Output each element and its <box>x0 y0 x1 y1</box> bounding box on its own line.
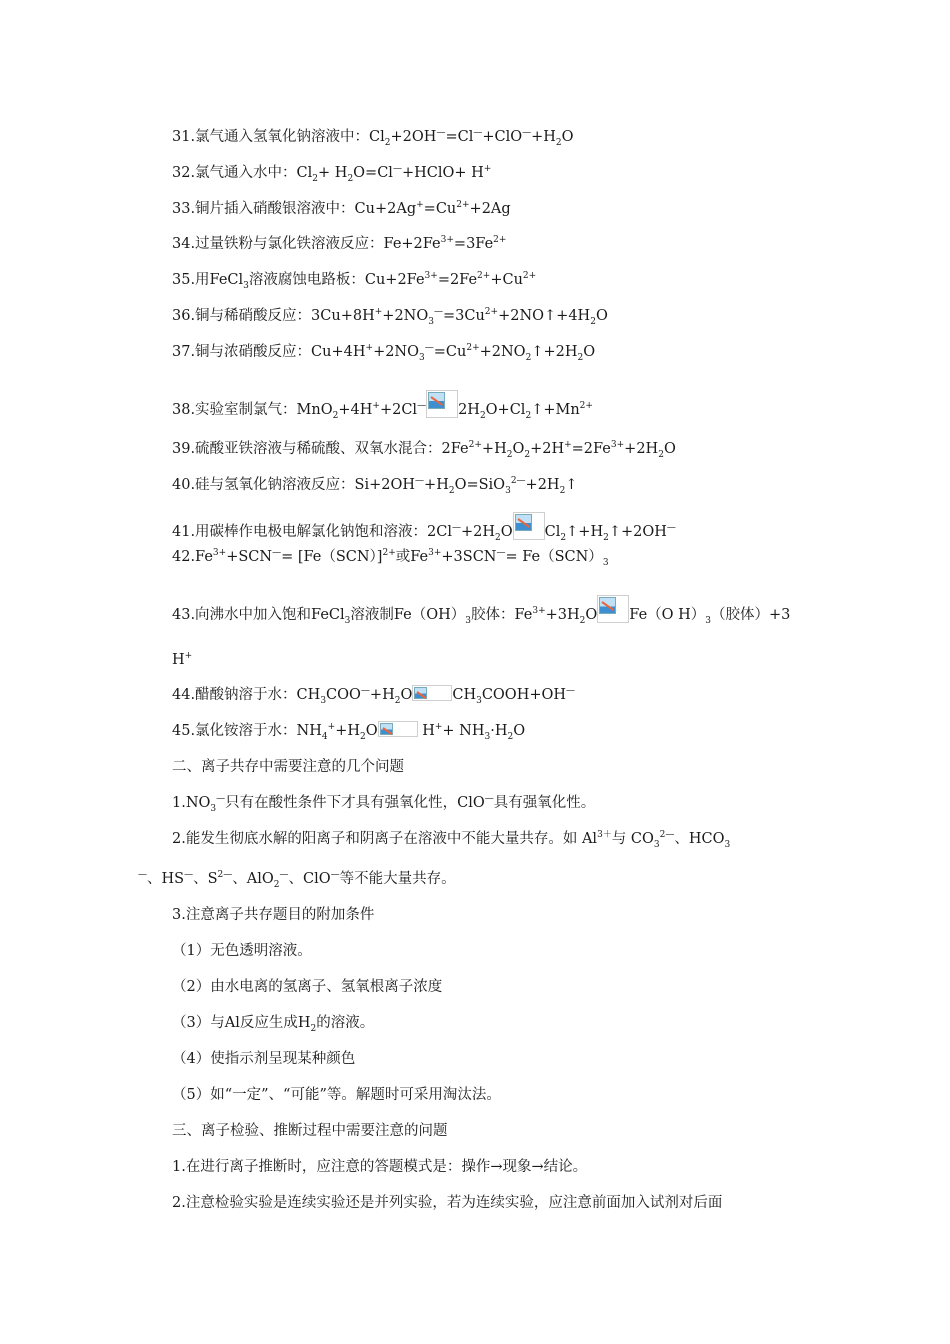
reversible-arrow-image <box>378 721 418 737</box>
condition-item-3: （3）与Al反应生成$H_2$的溶液。 <box>172 1015 375 1034</box>
condition-item-2: （2）由水电离的氢离子、氢氧根离子浓度 <box>172 979 443 995</box>
section-heading-ion-coexistence: 二、离子共存中需要注意的几个问题 <box>172 759 404 775</box>
equation-45: 45.氯化铵溶于水：$NH_4^++H_2O$ $H^++ NH_3\cdot H_2O$ <box>172 722 526 742</box>
equation-38: 38.实验室制氯气：MnO$_2$+4H++2Cl— $2H_2O+Cl_2↑+Mn^{2+}$ <box>172 390 593 420</box>
equation-37: 37.铜与浓硝酸反应：$Cu+4H^++2NO_3^—=Cu^{2+}+2NO_2↑+2H_2O$ <box>172 343 596 363</box>
equation-34: 34.过量铁粉与氯化铁溶液反应：$Fe+2Fe^{3+}=3Fe^{2+}$ <box>172 235 507 252</box>
equation-40: 40.硅与氢氧化钠溶液反应：$Si+2OH^—+H_2O=SiO_3^{2—}+2H_2↑$ <box>172 476 578 496</box>
reversible-arrow-image <box>412 685 452 701</box>
paragraph-2-3: 3.注意离子共存题目的附加条件 <box>172 907 375 923</box>
broken-image-icon <box>428 392 445 409</box>
equation-42: $42.Fe^{3+}+SCN^—= [Fe(SCN)]^{2+}$或$Fe^{3+}+3SCN^—= Fe(SCN)_3$ <box>172 548 609 568</box>
equation-33: 33.铜片插入硝酸银溶液中：$Cu+2Ag^+=Cu^{2+}+2Ag$ <box>172 200 511 217</box>
paragraph-2-1: $1.NO_3^—$只有在酸性条件下才具有强氧化性，ClO—具有强氧化性。 <box>172 794 596 814</box>
condition-item-4: （4）使指示剂呈现某种颜色 <box>172 1051 356 1067</box>
broken-image-icon <box>380 723 393 735</box>
electrolysis-condition-image <box>513 512 545 540</box>
paragraph-2-2: 2.能发生彻底水解的阳离子和阴离子在溶液中不能大量共存。如 $Al^{3+}$与 $CO_3^{2—}$、$HCO_3$ <box>172 830 731 850</box>
paragraph-3-1: 1.在进行离子推断时，应注意的答题模式是：操作→现象→结论。 <box>172 1159 588 1175</box>
equation-43: 43.向沸水中加入饱和FeCl$_3$溶液制$Fe(OH)_3$胶体：$Fe^{3+}+3H_2O$ Fe（O $H)_3$（胶体）+3 <box>172 595 790 625</box>
condition-item-1: （1）无色透明溶液。 <box>172 943 312 959</box>
equation-41: 41.用碳棒作电极电解氯化钠饱和溶液：$2Cl^—+2H_2O$ $Cl_2↑+H_2↑+2OH^—$ <box>172 512 676 542</box>
reaction-condition-image <box>426 390 458 418</box>
broken-image-icon <box>515 514 532 531</box>
broken-image-icon <box>599 597 616 614</box>
equation-32: 32.氯气通入水中：$Cl_2+$ $H_2O=Cl^—+HClO+ H^+$ <box>172 164 492 184</box>
equation-39: 39.硫酸亚铁溶液与稀硫酸、双氧水混合：$2Fe^{2+}+H_2O_2+2H^+=2Fe^{3+}+2H_2O$ <box>172 440 676 460</box>
equation-35: 35.用FeCl$_3$溶液腐蚀电路板：$Cu+2Fe^{3+}=2Fe^{2+}+Cu^{2+}$ <box>172 271 537 291</box>
equation-36: 36.铜与稀硝酸反应：$3Cu+8H^++2NO_3^—=3Cu^{2+}+2NO↑+4H_2O$ <box>172 307 608 327</box>
broken-image-icon <box>414 687 427 699</box>
equation-44: 44.醋酸钠溶于水：$CH_3COO^—+H_2O$ $CH_3COOH+OH^—$ <box>172 686 576 706</box>
paragraph-3-2: 2.注意检验实验是连续实验还是并列实验，若为连续实验，应注意前面加入试剂对后面 <box>172 1195 723 1211</box>
paragraph-2-2-continued: —、HS—、$S^{2—}$、AlO$_2$—、ClO—等不能大量共存。 <box>138 870 456 890</box>
equation-31: 31.氯气通入氢氧化钠溶液中：$Cl_2+2OH^—=Cl^—+ClO^—+H_2O$ <box>172 128 574 148</box>
heating-condition-image <box>597 595 629 623</box>
equation-43-continued: H+ <box>172 651 193 668</box>
section-heading-ion-detection: 三、离子检验、推断过程中需要注意的问题 <box>172 1123 448 1139</box>
condition-item-5: （5）如“一定”、“可能”等。解题时可采用淘汰法。 <box>172 1087 501 1103</box>
